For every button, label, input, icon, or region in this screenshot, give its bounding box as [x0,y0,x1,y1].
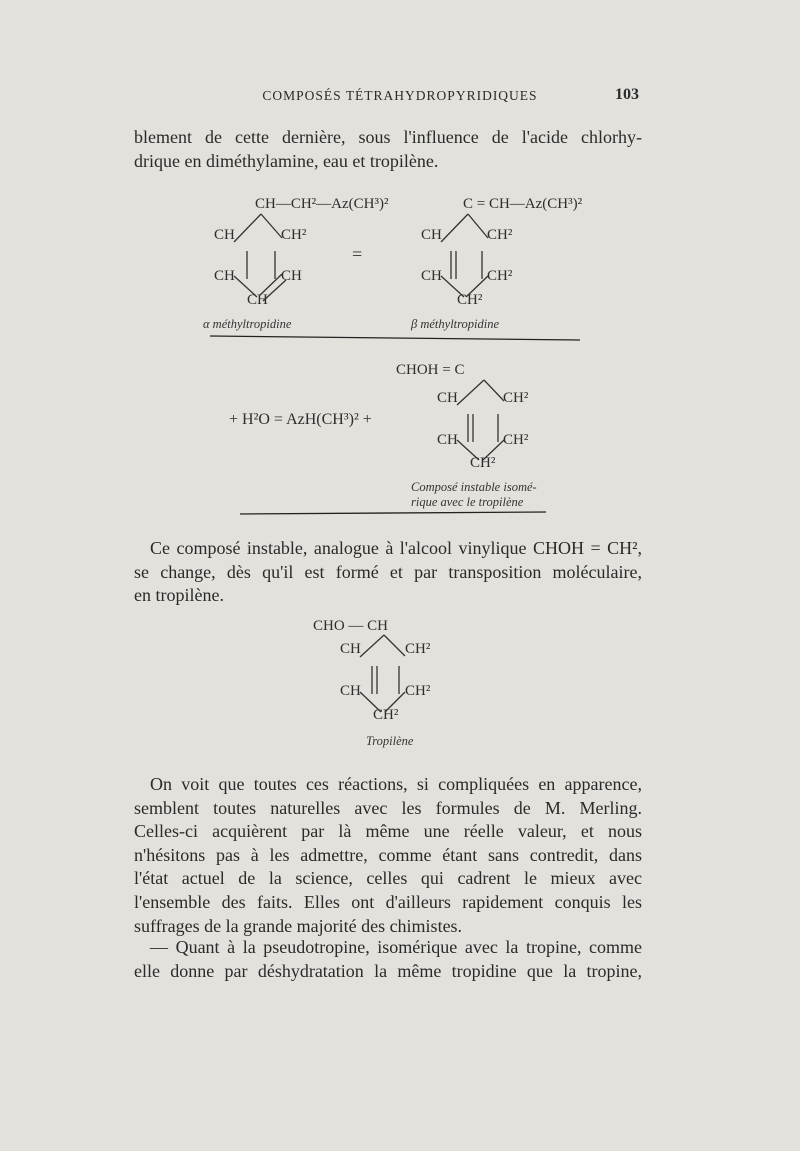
formula-text: CH² [405,683,431,699]
formula-text: CH² [405,641,431,657]
ring-beta-methyltropidine [441,214,488,297]
text-line: semblent toutes naturelles avec les formules de M. Merling. [134,797,642,818]
formula-caption: Composé instable isomé- [411,480,537,494]
formula-text: CH² [487,268,513,284]
text-line: n'hésitons pas à les admettre, comme étant sans contredit, dans [134,844,642,865]
formula-text: CH—CH²—Az(CH³)² [255,196,389,212]
text-line: suffrages de la grande majorité des chimistes. [134,915,463,936]
formula-text: CH [340,683,361,699]
text-line: On voit que toutes ces réactions, si compliquées en apparence, [150,774,642,794]
formula-caption: α méthyltropidine [203,317,292,331]
formula-caption: β méthyltropidine [411,317,500,331]
text-line: blement de cette dernière, sous l'influence de l'acide chlorhy- [134,127,642,147]
formula-text: CH² [373,707,399,723]
formula-text: CH [340,641,361,657]
formula-text: CH [421,227,442,243]
formula-text: CH [214,268,235,284]
ring-unstable-compound [457,380,504,460]
formula-text: CH [214,227,235,243]
formula-text: CH² [470,455,496,471]
formula-text: CH² [503,432,529,448]
formula-text: CH [281,268,302,284]
formula-caption: rique avec le tropilène [411,495,524,509]
text-line: se change, dès qu'il est formé et par transposition moléculaire, [134,561,642,582]
formula-text: CH [437,432,458,448]
separator-rule [210,336,580,340]
formula-text: CH² [503,390,529,406]
formula-text: CH [421,268,442,284]
formula-text: CHO — CH [313,618,389,634]
formula-text: CHOH = C [396,362,465,378]
text-line: — Quant à la pseudotropine, isomérique avec la tropine, comme [150,937,642,957]
text-line: l'état actuel de la science, celles qui cadrent le mieux avec [134,868,642,889]
text-line: elle donne par déshydratation la même tropidine que la tropine, [134,960,642,981]
text-line: Celles-ci acquièrent par là même une réelle valeur, et nous [134,821,642,842]
formula-text: CH [247,292,268,308]
formula-text: CH [437,390,458,406]
text-line: en tropilène. [134,585,224,606]
separator-rule [240,512,546,514]
formula-text: CH² [457,292,483,308]
formula-text: C = CH—Az(CH³)² [463,196,583,212]
page-number: 103 [615,86,639,103]
ring-tropilene [360,635,405,712]
formula-text: CH² [281,227,307,243]
running-title: COMPOSÉS TÉTRAHYDROPYRIDIQUES [262,88,538,103]
formula-caption: Tropilène [366,734,414,748]
formula-text: + H²O = AzH(CH³)² + [229,411,372,428]
text-line: Ce composé instable, analogue à l'alcool vinylique CHOH = CH², [150,538,642,558]
formula-text: CH² [487,227,513,243]
text-line: drique en diméthylamine, eau et tropilène. [134,150,439,171]
equals-sign: = [352,244,363,264]
ring-alpha-methyltropidine [234,214,286,301]
text-line: l'ensemble des faits. Elles ont d'ailleurs rapidement conquis les [134,891,642,912]
